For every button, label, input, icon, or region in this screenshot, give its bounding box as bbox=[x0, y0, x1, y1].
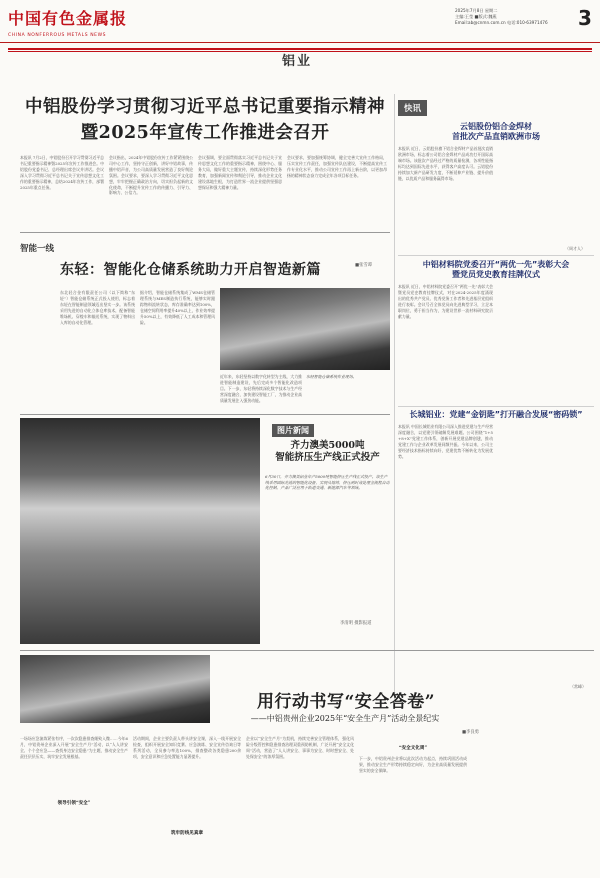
photo-news-header bbox=[272, 418, 314, 437]
news2-title bbox=[398, 260, 594, 280]
smart-body-col1: 东北轻合金有限责任公司（以下简称“东轻”）智能仓储系统正式投入使用，标志着东轻在智能制造领域迈出坚实一步。该系统采用先进的自动化立体仓库技术，配备智能堆垛机、穿梭车和输送系统，实现了物料出入库的自动化管理。 bbox=[60, 290, 135, 325]
lead-body-col3: 会议强调，要全面贯彻落实习近平总书记关于宣传思想文化工作的重要指示精神，围绕中心、服务大局，做好重大主题宣传，持续深化形势任务教育，加强新闻宣传和舆论引导，推动企业文化建设落地生根，为打造世界一流企业提供坚强思想保证和强大精神力量。 bbox=[198, 155, 282, 190]
column-divider bbox=[394, 94, 395, 704]
header-date: 2025年7月8日 星期二 bbox=[455, 8, 498, 13]
feature-body-col2: 活动期间，企业主要负责人带头讲安全课，深入一线开展安全检查，组织开展安全知识竞赛、应急演练、安全宣传咨询日等系列活动，全员参与率达100%，排查整改各类隐患200余项，安全意识和应急处置能力显著提升。 bbox=[133, 736, 241, 759]
feature-subheadline: ——中铝贵州企业2025年“安全生产月”活动全景纪实 bbox=[250, 714, 440, 723]
feature-headline: 用行动书写“安全答卷” bbox=[256, 692, 436, 712]
quick-news-label: 快讯 bbox=[398, 100, 427, 116]
news-divider bbox=[398, 255, 594, 256]
masthead-logo: 中国有色金属报 bbox=[8, 9, 128, 28]
news2-title-line2: 暨党员党史教育挂牌仪式 bbox=[452, 270, 540, 279]
extrusion-line-photo bbox=[20, 418, 260, 644]
photo-news-caption: 6月30日，齐力澳美铝业年产5000吨智能挤压生产线正式投产。该生产线采用国际先进的智能化设备，实现从熔铸、挤压到时效处理全流程自动化控制，产品广泛应用于轨道交通、新能源汽车等领域。 bbox=[265, 474, 390, 491]
news1-title-line2: 首批次产品直销欧洲市场 bbox=[452, 132, 540, 141]
news1-byline: （周才人） bbox=[565, 246, 585, 251]
feature-body-col4: 下一步，中铝贵州企业将以此次活动为起点，持续巩固活动成果，推动安全生产形势持续稳定向好，为企业高质量发展提供坚实的安全保障。 bbox=[359, 756, 467, 773]
feature-section-mark3: 筑牢防线见真章 bbox=[170, 831, 204, 836]
feature-byline: ■李良勇 bbox=[462, 730, 479, 735]
lead-body-col4: 会议要求，要加强统筹协调，健全完善大宣传工作格局，压实宣传工作责任，加强宣传队伍建设，不断提高宣传工作专业化水平，推动公司宣传工作再上新台阶，以更加昂扬的精神状态奋力完成全年各项目标任务。 bbox=[287, 155, 387, 178]
section-divider-smart bbox=[20, 232, 390, 233]
photo-news-headline-line2: 智能挤压生产线正式投产 bbox=[275, 452, 380, 463]
news-divider bbox=[398, 406, 594, 407]
page-number: 3 bbox=[578, 6, 592, 30]
news3-body-cont bbox=[499, 424, 594, 680]
feature-section-mark2: “安全文化周” bbox=[398, 746, 428, 751]
quick-news-header bbox=[398, 96, 594, 114]
lead-headline-line2: 暨2025年宣传工作推进会召开 bbox=[80, 123, 330, 143]
lead-headline-line1: 中铝股份学习贯彻习近平总书记重要指示精神 bbox=[25, 97, 385, 117]
news2-body: 本报讯 近日，中铝材料院党委召开“两优一先”表彰大会暨党员党史教育挂牌仪式，对在2024-2025年度涌现出的优秀共产党员、优秀党务工作者和先进基层党组织进行表彰。会议号召全体党员向先进典型学习，立足本职岗位，勇于担当作为，为建设世界一流材料研究院贡献力量。 bbox=[398, 284, 493, 319]
smart-line-label: 智能一线 bbox=[20, 244, 55, 254]
news1-body-cont bbox=[499, 146, 594, 228]
feature-body-col1: 一场场应急演练紧张有序，一次次隐患排查细致入微……今年6月，中铝贵州企业深入开展“安全生产月”活动，以“人人讲安全、个个会应急——查找身边安全隐患”为主题，推动安全生产责任层层压实，筑牢安全发展根基。 bbox=[20, 736, 128, 759]
feature-section-mark1: 领导引领“安全” bbox=[57, 801, 91, 806]
masthead-subtitle: CHINA NONFERROUS METALS NEWS bbox=[8, 33, 107, 38]
smart-body-col2: 据介绍，智能仓储系统集成了WMS仓储管理系统与MES制造执行系统，能够实时跟踪物料流转状态，库存准确率达到100%，仓储空间利用率提升40%以上，作业效率提升50%以上，有效降低了人工成本和管理风险。 bbox=[140, 290, 215, 325]
smart-line-header bbox=[20, 236, 390, 254]
section-divider-thin bbox=[8, 51, 592, 52]
header-editors: 主编:王莹 ■版式:魏燕 bbox=[455, 13, 497, 19]
news2-title-line1: 中铝材料院党委召开“两优一先”表彰大会 bbox=[422, 260, 570, 269]
news1-body: 本报讯 近日，云铝股份旗下铝合金焊材产品首批次直销欧洲市场，标志着公司铝合金焊材产品成功打开国际高端市场。该批次产品经过严格的质量检测，各项性能指标均达到国际先进水平，获得客户高度认可。云铝股份持续加大新产品研发力度，不断延伸产业链、提升价值链，以优质产品和服务赢得市场。 bbox=[398, 146, 493, 181]
news1-title-line1: 云铝股份铝合金焊材 bbox=[460, 122, 532, 131]
news2-body-cont bbox=[499, 284, 594, 402]
smart-body-col3: 近年来，东轻坚持以数字化转型为主线，大力推进智能制造建设，先后完成多个智能化改造项目。下一步，东轻将持续深化数字技术与生产经营深度融合，加快建设智能工厂，为推动企业高质量发展注入强劲动能。 bbox=[220, 374, 302, 403]
header-info bbox=[455, 8, 548, 25]
lead-body-col1: 本报讯 7月2日，中铝股份召开学习贯彻习近平总书记重要指示精神暨2025年宣传工作推进会。中铝股份党委书记、总经理出席会议并讲话。会议深入学习贯彻习近平总书记关于宣传思想文化工作的重要指示精神，总结2024年宣传工作，部署2025年重点任务。 bbox=[20, 155, 104, 190]
lead-headline bbox=[20, 94, 390, 146]
section-divider bbox=[8, 48, 592, 50]
photo-news-headline bbox=[265, 440, 390, 464]
warehouse-photo-caption: 东轻智能仓储系统作业现场。 bbox=[306, 374, 357, 379]
feature-body-col5 bbox=[472, 736, 594, 872]
photo-news-label: 图片新闻 bbox=[272, 424, 314, 437]
photo-news-byline: 李清明 摄影报道 bbox=[340, 621, 372, 626]
news3-byline: （常峰） bbox=[570, 684, 586, 689]
lead-body-col2: 会议指出，2024年中铝股份宣传工作紧紧围绕公司中心工作，坚持守正创新，讲好中铝故事，传播中铝声音，为公司高质量发展营造了良好舆论氛围。会议要求，要深入学习贯彻习近平文化思想，牢牢把握正确政治方向，切实担负起新的文化使命，不断提升宣传工作的传播力、引导力、影响力、公信力。 bbox=[109, 155, 193, 196]
safety-photo bbox=[20, 655, 210, 723]
photo-news-headline-line1: 齐力澳美5000吨 bbox=[290, 440, 365, 451]
smart-line-byline: ■张雪谭 bbox=[355, 263, 372, 268]
news3-title: 长城铝业：党建“金钥匙”打开融合发展“密码锁” bbox=[409, 410, 583, 419]
section-title: 铝业 bbox=[282, 54, 313, 69]
section-divider-photo bbox=[20, 414, 390, 415]
smart-line-headline: 东轻：智能化仓储系统助力开启智造新篇 bbox=[60, 262, 321, 278]
section-divider-feature bbox=[20, 650, 594, 651]
top-divider bbox=[0, 42, 600, 43]
header-contact: Email:ab@cnmn.com.cn 电话:010-63971476 bbox=[455, 19, 548, 25]
feature-body-col3: 企业以“安全生产月”为契机，持续完善安全管理体系，强化风险分级管控和隐患排查治理双重预防机制，广泛开展“安全文化周”活动，营造了“人人讲安全、事事为安全、时时想安全、处处保安全”的浓厚氛围。 bbox=[246, 736, 354, 759]
news1-title bbox=[398, 122, 594, 142]
news3-body: 本报讯 中国长城铝业有限公司深入推进党建与生产经营深度融合，以党建引领破解发展难题。公司围绕“1+5+8+X”党建工作体系，创新开展党建品牌创建，推动党建工作与企业改革发展同频共振。今年以来，公司主要经济技术指标持续向好，党建优势不断转化为发展优势。 bbox=[398, 424, 493, 459]
warehouse-photo bbox=[220, 288, 390, 370]
